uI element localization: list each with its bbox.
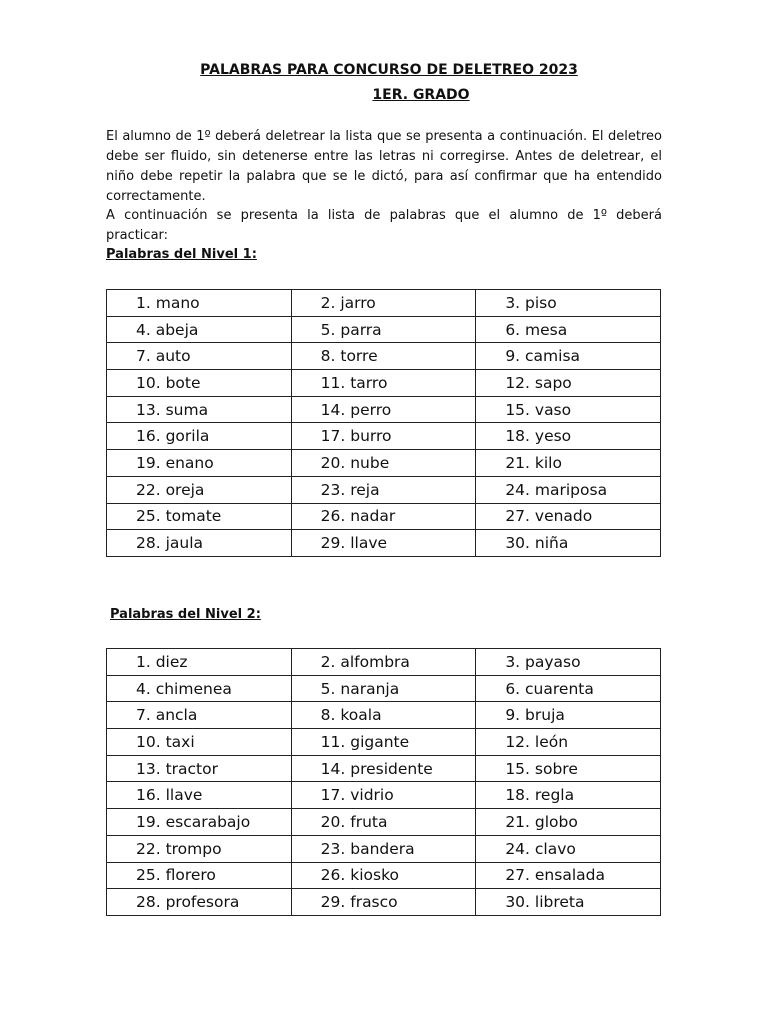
list-intro-paragraph: A continuación se presenta la lista de palabras que el alumno de 1º deberá practicar:	[106, 208, 662, 243]
word-cell: 12. sapo	[476, 370, 661, 397]
word-cell: 11. gigante	[291, 729, 476, 756]
word-cell: 3. piso	[476, 290, 661, 317]
table-row	[107, 530, 661, 557]
table-row	[107, 396, 661, 423]
word-cell: 10. taxi	[107, 729, 292, 756]
word-cell: 18. yeso	[476, 423, 661, 450]
word-cell: 7. ancla	[107, 702, 292, 729]
word-cell: 9. camisa	[476, 343, 661, 370]
table-row	[107, 702, 661, 729]
word-cell: 21. kilo	[476, 450, 661, 477]
word-cell: 22. oreja	[107, 476, 292, 503]
table-row	[107, 370, 661, 397]
word-cell: 2. alfombra	[291, 649, 476, 676]
level2-heading: Palabras del Nivel 2:	[110, 607, 261, 622]
table-row	[107, 343, 661, 370]
level1-heading: Palabras del Nivel 1:	[106, 247, 257, 262]
word-cell: 29. llave	[291, 530, 476, 557]
word-cell: 25. florero	[107, 862, 292, 889]
word-cell: 25. tomate	[107, 503, 292, 530]
table-row	[107, 675, 661, 702]
word-cell: 7. auto	[107, 343, 292, 370]
word-cell: 8. koala	[291, 702, 476, 729]
word-cell: 30. libreta	[476, 889, 661, 916]
word-cell: 17. vidrio	[291, 782, 476, 809]
word-cell: 29. frasco	[291, 889, 476, 916]
table-row	[107, 755, 661, 782]
word-cell: 18. regla	[476, 782, 661, 809]
document-title: PALABRAS PARA CONCURSO DE DELETREO 2023	[200, 62, 578, 78]
word-cell: 19. enano	[107, 450, 292, 477]
word-cell: 16. llave	[107, 782, 292, 809]
word-cell: 3. payaso	[476, 649, 661, 676]
word-cell: 24. clavo	[476, 835, 661, 862]
word-cell: 11. tarro	[291, 370, 476, 397]
word-cell: 27. venado	[476, 503, 661, 530]
word-cell: 15. sobre	[476, 755, 661, 782]
word-cell: 17. burro	[291, 423, 476, 450]
word-cell: 27. ensalada	[476, 862, 661, 889]
document-subtitle-grade: 1ER. GRADO	[372, 87, 470, 103]
word-cell: 23. bandera	[291, 835, 476, 862]
word-cell: 15. vaso	[476, 396, 661, 423]
instructions-paragraph: El alumno de 1º deberá deletrear la lista que se presenta a continuación. El deletreo debe ser fluido, sin detenerse entre las letras ni corregirse. Antes de deletrear, el niño debe repetir la palabra que se le dictó, para así confirmar que ha entendido correctamente.	[106, 129, 662, 204]
table-row	[107, 476, 661, 503]
word-cell: 12. león	[476, 729, 661, 756]
word-cell: 4. abeja	[107, 316, 292, 343]
level1-word-table	[106, 289, 661, 557]
table-row	[107, 782, 661, 809]
word-cell: 4. chimenea	[107, 675, 292, 702]
word-cell: 9. bruja	[476, 702, 661, 729]
table-row	[107, 862, 661, 889]
word-cell: 6. mesa	[476, 316, 661, 343]
table-row	[107, 423, 661, 450]
word-cell: 13. tractor	[107, 755, 292, 782]
table-row	[107, 889, 661, 916]
word-cell: 20. nube	[291, 450, 476, 477]
word-cell: 28. profesora	[107, 889, 292, 916]
word-cell: 10. bote	[107, 370, 292, 397]
word-cell: 1. mano	[107, 290, 292, 317]
table-row	[107, 649, 661, 676]
word-cell: 13. suma	[107, 396, 292, 423]
table-row	[107, 809, 661, 836]
word-cell: 26. kiosko	[291, 862, 476, 889]
word-cell: 14. presidente	[291, 755, 476, 782]
word-cell: 23. reja	[291, 476, 476, 503]
word-cell: 6. cuarenta	[476, 675, 661, 702]
table-row	[107, 450, 661, 477]
word-cell: 19. escarabajo	[107, 809, 292, 836]
word-cell: 14. perro	[291, 396, 476, 423]
word-cell: 5. parra	[291, 316, 476, 343]
word-cell: 2. jarro	[291, 290, 476, 317]
word-cell: 8. torre	[291, 343, 476, 370]
word-cell: 26. nadar	[291, 503, 476, 530]
level2-word-table	[106, 648, 661, 916]
table-row	[107, 835, 661, 862]
table-row	[107, 503, 661, 530]
word-cell: 5. naranja	[291, 675, 476, 702]
word-cell: 16. gorila	[107, 423, 292, 450]
table-row	[107, 316, 661, 343]
word-cell: 20. fruta	[291, 809, 476, 836]
word-cell: 21. globo	[476, 809, 661, 836]
word-cell: 1. diez	[107, 649, 292, 676]
table-row	[107, 729, 661, 756]
word-cell: 24. mariposa	[476, 476, 661, 503]
table-row	[107, 290, 661, 317]
word-cell: 22. trompo	[107, 835, 292, 862]
word-cell: 28. jaula	[107, 530, 292, 557]
word-cell: 30. niña	[476, 530, 661, 557]
